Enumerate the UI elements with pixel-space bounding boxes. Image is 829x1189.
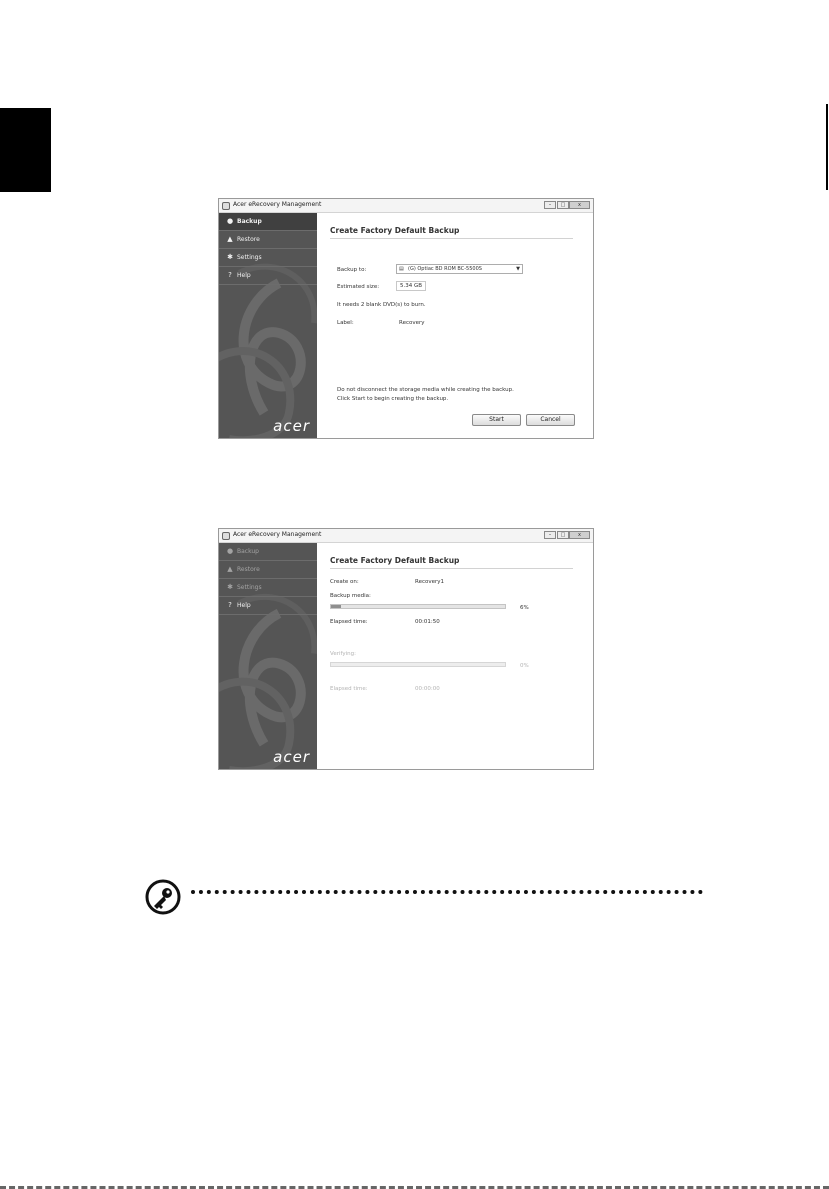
estimated-size-value: 5.34 GB	[396, 281, 426, 291]
minimize-button[interactable]: –	[544, 201, 556, 209]
chevron-down-icon: ▼	[516, 266, 520, 272]
acer-logo: acer	[273, 748, 310, 766]
dvd-note: It needs 2 blank DVD(s) to burn.	[337, 302, 426, 308]
margin-rule	[826, 104, 828, 190]
verify-elapsed-label: Elapsed time:	[330, 686, 368, 692]
create-on-label: Create on:	[330, 579, 359, 585]
maximize-button[interactable]: □	[557, 531, 569, 539]
backup-progress-bar	[330, 604, 506, 609]
help-icon: ?	[228, 601, 232, 609]
cancel-button[interactable]: Cancel	[526, 414, 575, 426]
nav-item-settings[interactable]	[219, 249, 317, 267]
backup-progress-fill	[331, 605, 341, 608]
nav-label-settings: Settings	[237, 254, 262, 261]
nav-item-settings[interactable]	[219, 579, 317, 597]
nav-item-restore[interactable]	[219, 561, 317, 579]
nav-label-settings: Settings	[237, 584, 262, 591]
drive-icon: ▤	[399, 266, 404, 272]
backup-to-value: (G) Optiac BD ROM BC-5500S	[408, 266, 482, 272]
nav-label-restore: Restore	[237, 236, 260, 243]
nav-item-backup[interactable]	[219, 543, 317, 561]
verify-elapsed-value: 00:00:00	[415, 686, 440, 692]
nav-label-help: Help	[237, 272, 251, 279]
nav-item-restore[interactable]	[219, 231, 317, 249]
key-icon	[144, 878, 182, 916]
close-button[interactable]: x	[569, 201, 590, 209]
elapsed-time-label: Elapsed time:	[330, 619, 368, 625]
backup-progress-window	[218, 528, 594, 770]
disconnect-notice: Do not disconnect the storage media while creating the backup.	[337, 387, 514, 393]
restore-icon: ▲	[227, 565, 233, 573]
nav-label-restore: Restore	[237, 566, 260, 573]
main-content	[317, 213, 593, 438]
help-icon: ?	[228, 271, 232, 279]
title-bar	[219, 529, 593, 543]
start-button[interactable]: Start	[472, 414, 521, 426]
restore-icon: ▲	[227, 235, 233, 243]
app-icon	[222, 532, 230, 540]
main-content	[317, 543, 593, 769]
gear-icon: ✱	[227, 253, 233, 261]
app-icon	[222, 202, 230, 210]
backup-to-select[interactable]	[396, 264, 523, 274]
disc-icon: ●	[226, 217, 234, 225]
nav-label-backup: Backup	[237, 548, 259, 555]
backup-media-label: Backup media:	[330, 593, 371, 599]
backup-percent: 6%	[520, 605, 529, 611]
window-title: Acer eRecovery Management	[233, 201, 322, 208]
estimated-size-label: Estimated size:	[337, 284, 380, 290]
minimize-button[interactable]: –	[544, 531, 556, 539]
nav-item-help[interactable]	[219, 597, 317, 615]
page-heading: Create Factory Default Backup	[330, 226, 460, 235]
dotted-separator	[191, 890, 703, 894]
acer-logo: acer	[273, 417, 310, 435]
window-title: Acer eRecovery Management	[233, 531, 322, 538]
nav-label-backup: Backup	[237, 218, 262, 225]
gear-icon: ✱	[227, 583, 233, 591]
backup-setup-window	[218, 198, 594, 439]
nav-item-backup[interactable]	[219, 213, 317, 231]
elapsed-time-value: 00:01:50	[415, 619, 440, 625]
backup-to-label: Backup to:	[337, 267, 367, 273]
disc-icon: ●	[226, 547, 234, 555]
verifying-label: Verifying:	[330, 651, 356, 657]
close-button[interactable]: x	[569, 531, 590, 539]
sidebar	[219, 213, 317, 438]
create-on-value: Recovery1	[415, 579, 445, 585]
start-instruction: Click Start to begin creating the backup.	[337, 396, 449, 402]
title-bar	[219, 199, 593, 213]
nav-item-help[interactable]	[219, 267, 317, 285]
sidebar	[219, 543, 317, 769]
chapter-tab	[0, 108, 51, 192]
heading-divider	[330, 568, 573, 569]
label-value: Recovery	[399, 320, 425, 326]
maximize-button[interactable]: □	[557, 201, 569, 209]
heading-divider	[330, 238, 573, 239]
verify-percent: 0%	[520, 663, 529, 669]
verify-progress-bar	[330, 662, 506, 667]
nav-label-help: Help	[237, 602, 251, 609]
label-label: Label:	[337, 320, 354, 326]
page-heading: Create Factory Default Backup	[330, 556, 460, 565]
